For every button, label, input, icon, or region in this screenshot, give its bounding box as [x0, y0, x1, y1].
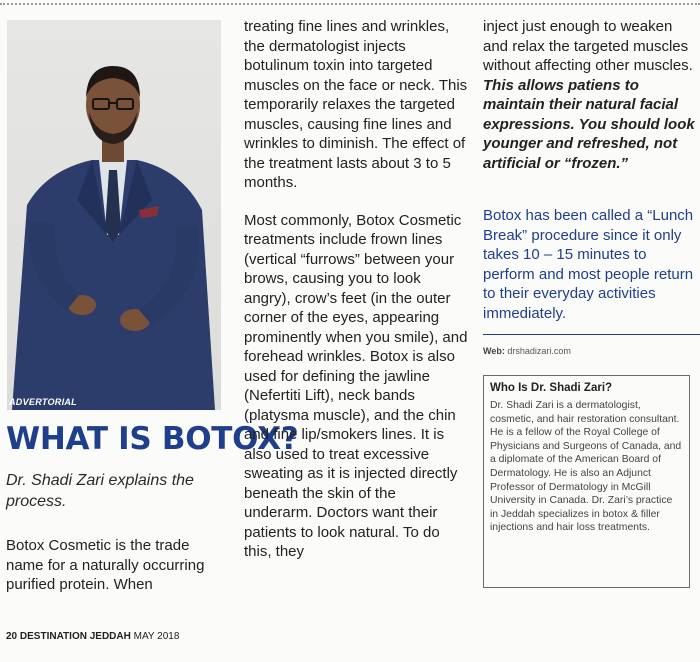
- bio-title: Who Is Dr. Shadi Zari?: [490, 382, 613, 394]
- intro-paragraph: Botox Cosmetic is the trade name for a naturally occurring purified protein. When: [6, 537, 205, 593]
- headline: WHAT IS BOTOX?: [6, 421, 299, 457]
- doctor-photo: [7, 20, 221, 410]
- page-number: 20: [6, 631, 18, 642]
- article-column-3: [483, 17, 700, 173]
- column3-paragraph: [483, 17, 700, 173]
- column3-emphasis-text: This allows patiens to maintain their natural facial expressions. You should look younger and refreshed, not artificial or “frozen.”: [483, 76, 695, 172]
- subheadline: Dr. Shadi Zari explains the process.: [6, 472, 194, 510]
- issue-date: MAY 2018: [133, 631, 180, 642]
- publication-name: DESTINATION JEDDAH: [19, 631, 131, 642]
- article-column-2: [244, 17, 468, 562]
- web-url-link[interactable]: drshadizari.com: [507, 346, 571, 356]
- web-reference: [483, 346, 571, 356]
- web-label: Web:: [483, 346, 505, 356]
- column2-paragraph-1: treating fine lines and wrinkles, the dermatologist injects botulinum toxin into targeted muscles on the face or neck. This temporarily relaxes the targeted muscles, causing fine lines and wrinkles to diminish. The effect of the treatment lasts about 3 to 5 months.: [244, 18, 468, 191]
- doctor-portrait-illustration: [7, 20, 221, 410]
- column2-paragraph-2: Most commonly, Botox Cosmetic treatments include frown lines (vertical “furrows” between your brows, causing you to look angry), crow’s feet (in the outer corner of the eyes, appearing prominently when you smile), and forehead wrinkles. Botox is also used for defining the jawline (Nefertiti Lift), neck bands (platysma muscle), and the chin and fine lip/smokers lines. It is also used to treat excessive sweating as it is injected directly beneath the skin of the underarm. Doctors want their patients to look natural. To do this, they: [244, 211, 468, 560]
- advertorial-label: ADVERTORIAL: [9, 397, 77, 407]
- bio-text: Dr. Shadi Zari is a dermatologist, cosmetic, and hair restoration consultant. He is a fellow of the Royal College of Physicians and Surgeons of Canada, and a diplomate of the American Board of Dermatology. He is also an Adjunct Professor of Dermatology in McGill University in Canada. Dr. Zari’s practice in Jeddah specializes in botox & filler injections and hair loss treatments.: [490, 400, 682, 534]
- lunch-break-callout: Botox has been called a “Lunch Break” procedure since it only takes 10 – 15 minutes to perform and most people return to their everyday activities immediately.: [483, 207, 694, 322]
- bio-box: [483, 375, 690, 588]
- callout-divider: [483, 334, 700, 335]
- page-footer: [6, 631, 179, 642]
- top-dotted-rule: [0, 3, 700, 5]
- column3-lead-text: inject just enough to weaken and relax the targeted muscles without affecting other muscles.: [483, 18, 693, 74]
